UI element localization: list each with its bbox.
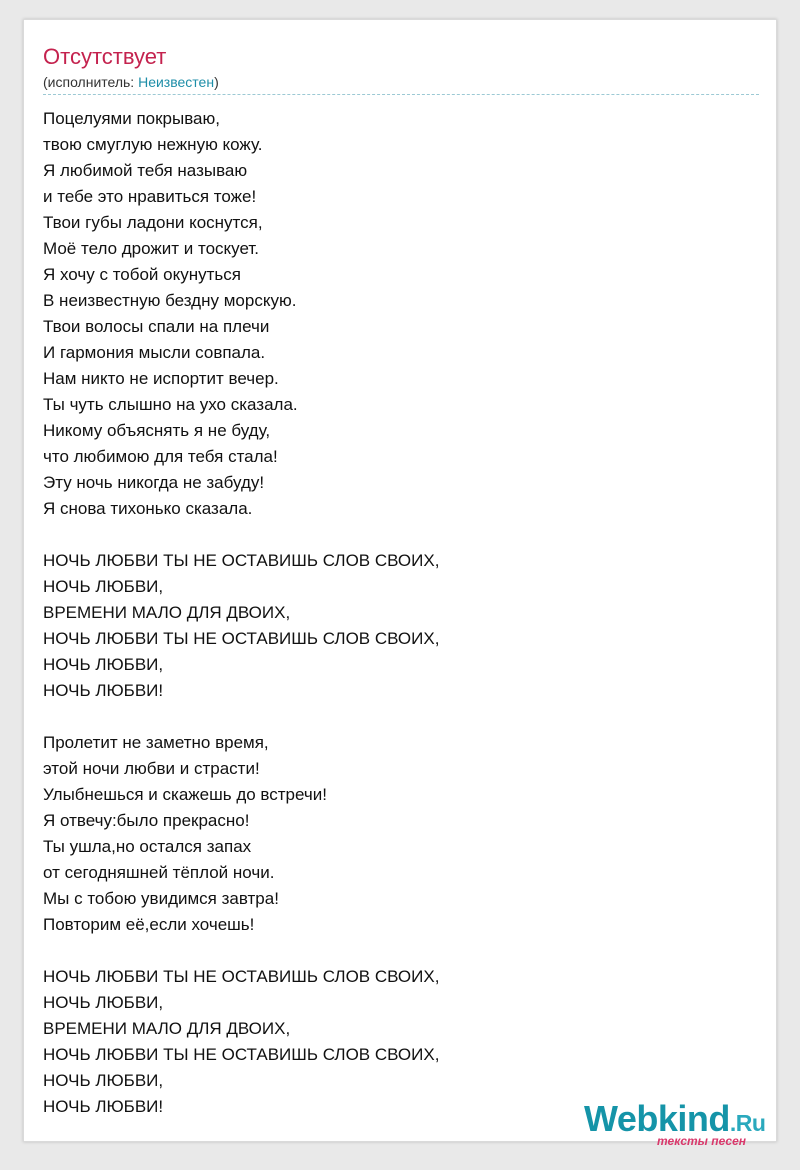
lyrics-card [23, 19, 777, 1148]
artist-prefix: (исполнитель: [43, 74, 139, 90]
lyric-line: Ты ушла,но остался запах [43, 837, 252, 856]
title-divider [43, 94, 759, 95]
lyric-line: Ты чуть слышно на ухо сказала. [43, 395, 298, 414]
lyric-line: твою смуглую нежную кожу. [43, 135, 263, 154]
lyric-line: Поцелуями покрываю, [43, 109, 220, 128]
lyrics-text [43, 106, 743, 1120]
lyric-line: Я снова тихонько сказала. [43, 499, 253, 518]
lyric-line: Твои губы ладони коснутся, [43, 213, 263, 232]
lyric-line: НОЧЬ ЛЮБВИ! [43, 1097, 164, 1116]
lyric-line: Я отвечу:было прекрасно! [43, 811, 250, 830]
lyric-line: от сегодняшней тёплой ночи. [43, 863, 275, 882]
lyric-line: что любимою для тебя стала! [43, 447, 278, 466]
lyric-line: Пролетит не заметно время, [43, 733, 269, 752]
lyric-line: этой ночи любви и страсти! [43, 759, 260, 778]
lyric-line: НОЧЬ ЛЮБВИ ТЫ НЕ ОСТАВИШЬ СЛОВ СВОИХ, [43, 1045, 440, 1064]
lyric-line: НОЧЬ ЛЮБВИ, [43, 1071, 164, 1090]
lyric-line: НОЧЬ ЛЮБВИ ТЫ НЕ ОСТАВИШЬ СЛОВ СВОИХ, [43, 551, 440, 570]
lyric-line: ВРЕМЕНИ МАЛО ДЛЯ ДВОИХ, [43, 1019, 291, 1038]
lyric-line: Моё тело дрожит и тоскует. [43, 239, 259, 258]
lyric-line: Мы с тобою увидимся завтра! [43, 889, 279, 908]
lyric-line: НОЧЬ ЛЮБВИ, [43, 577, 164, 596]
lyric-line: НОЧЬ ЛЮБВИ, [43, 993, 164, 1012]
logo-name: Webkind [584, 1098, 730, 1139]
lyric-line: И гармония мысли совпала. [43, 343, 266, 362]
lyric-line: НОЧЬ ЛЮБВИ ТЫ НЕ ОСТАВИШЬ СЛОВ СВОИХ, [43, 629, 440, 648]
lyric-line: Никому объяснять я не буду, [43, 421, 271, 440]
lyric-line: и тебе это нравиться тоже! [43, 187, 257, 206]
lyric-line: В неизвестную бездну морскую. [43, 291, 297, 310]
site-logo[interactable] [584, 1098, 774, 1148]
lyric-line: Нам никто не испортит вечер. [43, 369, 279, 388]
lyric-line: Я хочу с тобой окунуться [43, 265, 241, 284]
logo-tagline: тексты песен [657, 1134, 746, 1148]
artist-link[interactable]: Неизвестен [138, 74, 215, 90]
lyric-line: Улыбнешься и скажешь до встречи! [43, 785, 327, 804]
artist-line [43, 73, 219, 91]
lyric-line: НОЧЬ ЛЮБВИ ТЫ НЕ ОСТАВИШЬ СЛОВ СВОИХ, [43, 967, 440, 986]
lyric-line: НОЧЬ ЛЮБВИ! [43, 681, 164, 700]
logo-suffix: .Ru [729, 1110, 766, 1136]
stanza-break [43, 704, 743, 730]
lyric-line: НОЧЬ ЛЮБВИ, [43, 655, 164, 674]
lyric-line: Я любимой тебя называю [43, 161, 248, 180]
lyric-line: Повторим её,если хочешь! [43, 915, 255, 934]
lyric-line: Эту ночь никогда не забуду! [43, 473, 265, 492]
stanza-break [43, 938, 743, 964]
lyric-line: ВРЕМЕНИ МАЛО ДЛЯ ДВОИХ, [43, 603, 291, 622]
artist-suffix: ) [214, 74, 219, 90]
stanza-break [43, 522, 743, 548]
song-title: Отсутствует [43, 44, 167, 69]
lyric-line: Твои волосы спали на плечи [43, 317, 270, 336]
